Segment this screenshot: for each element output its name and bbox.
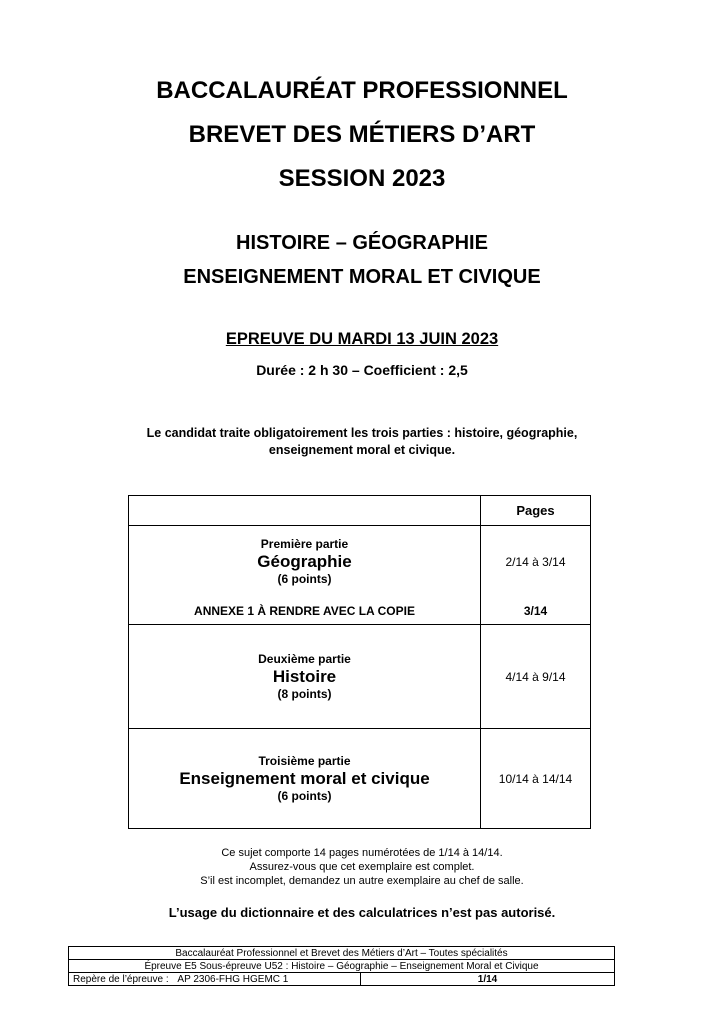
instructions-line-2: enseignement moral et civique. <box>268 443 456 457</box>
part-1-name: Géographie <box>257 551 352 571</box>
part-2-name: Histoire <box>272 666 337 686</box>
part-1-label: Première partie <box>260 536 349 551</box>
empty-header-cell <box>129 496 481 526</box>
part-2-points: (8 points) <box>277 686 332 701</box>
annex-label: ANNEXE 1 À RENDRE AVEC LA COPIE <box>129 598 481 625</box>
footer-table <box>68 946 615 986</box>
part-3-label: Troisième partie <box>258 753 351 768</box>
footer-row-2: Épreuve E5 Sous-épreuve U52 : Histoire – Géographie – Enseignement Moral et Civique <box>69 960 615 973</box>
footer-reference <box>69 973 361 986</box>
footer-row-1: Baccalauréat Professionnel et Brevet des Métiers d’Art – Toutes spécialités <box>69 947 615 960</box>
subject-line-1: HISTOIRE – GÉOGRAPHIE <box>236 232 488 254</box>
pages-header: Pages <box>481 496 591 526</box>
part-1-points: (6 points) <box>277 571 332 586</box>
note-line-3: S’il est incomplet, demandez un autre exemplaire au chef de salle. <box>200 875 524 887</box>
annex-pages: 3/14 <box>481 598 591 625</box>
parts-table <box>128 495 591 829</box>
part-3-cell <box>129 729 481 829</box>
footer-ref-code: AP 2306-FHG HGEMC 1 <box>177 973 289 985</box>
title-line-1: BACCALAURÉAT PROFESSIONNEL <box>156 77 568 104</box>
instructions-line-1: Le candidat traite obligatoirement les trois parties : histoire, géographie, <box>146 426 578 440</box>
calculator-warning: L’usage du dictionnaire et des calculatrices n’est pas autorisé. <box>168 905 556 920</box>
part-1-cell <box>129 526 481 598</box>
footer-page-number: 1/14 <box>361 973 615 986</box>
subject-line-2: ENSEIGNEMENT MORAL ET CIVIQUE <box>183 266 541 288</box>
part-3-name: Enseignement moral et civique <box>179 768 430 788</box>
part-2-label: Deuxième partie <box>258 651 351 666</box>
part-3-points: (6 points) <box>277 788 332 803</box>
part-1-pages: 2/14 à 3/14 <box>481 526 591 598</box>
exam-date: EPREUVE DU MARDI 13 JUIN 2023 <box>225 330 499 348</box>
footer-ref-label: Repère de l’épreuve : <box>73 973 169 985</box>
note-line-1: Ce sujet comporte 14 pages numérotées de 1/14 à 14/14. <box>221 847 503 859</box>
part-2-cell <box>129 625 481 729</box>
title-line-2: BREVET DES MÉTIERS D’ART <box>188 121 536 148</box>
exam-duration: Durée : 2 h 30 – Coefficient : 2,5 <box>256 362 468 378</box>
title-line-3: SESSION 2023 <box>278 165 446 192</box>
part-2-pages: 4/14 à 9/14 <box>481 625 591 729</box>
part-3-pages: 10/14 à 14/14 <box>481 729 591 829</box>
note-line-2: Assurez-vous que cet exemplaire est complet. <box>249 861 475 873</box>
